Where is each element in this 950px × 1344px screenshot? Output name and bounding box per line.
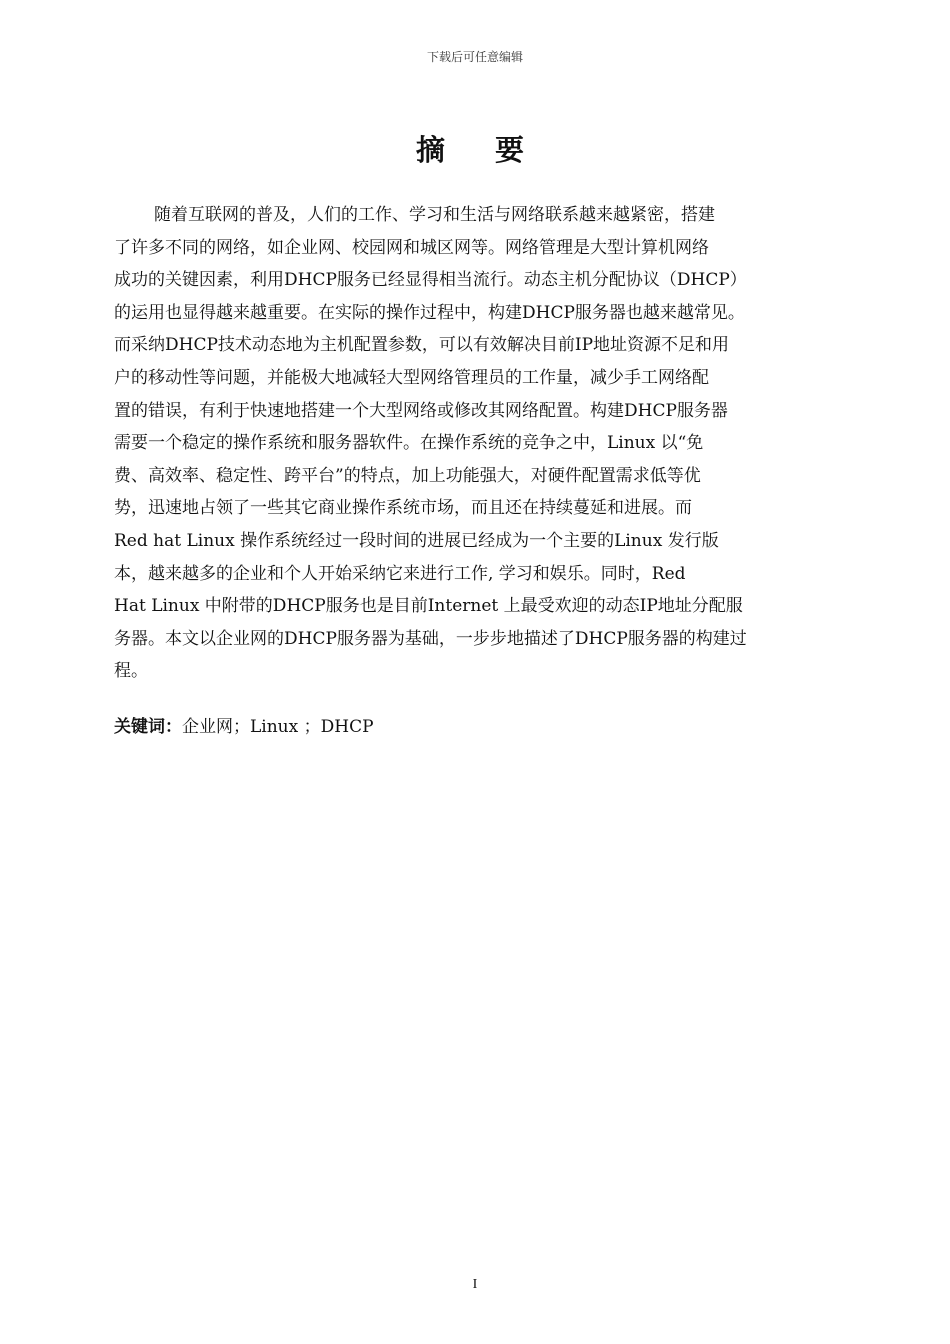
keywords-value: 企业网；Linux ；DHCP [182,717,374,737]
abstract-line: Hat Linux 中附带的DHCP服务也是目前Internet 上最受欢迎的动态IP地址分配服 [114,596,743,617]
abstract-line: 户的移动性等问题，并能极大地减轻大型网络管理员的工作量，减少手工网络配 [114,367,709,388]
abstract-line: 需要一个稳定的操作系统和服务器软件。在操作系统的竞争之中，Linux 以“免 [114,433,704,454]
abstract-line: 本，越来越多的企业和个人开始采纳它来进行工作, 学习和娱乐。同时，Red [114,563,686,584]
abstract-line: 置的错误，有利于快速地搭建一个大型网络或修改其网络配置。构建DHCP服务器 [114,400,728,421]
abstract-line: 的运用也显得越来越重要。在实际的操作过程中，构建DHCP服务器也越来越常见。 [114,302,745,323]
keywords [114,712,374,742]
keywords-label: 关键词： [114,717,182,737]
abstract-line: Red hat Linux 操作系统经过一段时间的进展已经成为一个主要的Linux 发行版 [114,530,719,551]
abstract-line: 费、高效率、稳定性、跨平台”的特点，加上功能强大，对硬件配置需求低等优 [114,465,701,486]
abstract-line: 成功的关键因素，利用DHCP服务已经显得相当流行。动态主机分配协议（DHCP） [114,270,747,291]
abstract-line: 势，迅速地占领了一些其它商业操作系统市场，而且还在持续蔓延和进展。而 [114,498,692,519]
abstract-line: 而采纳DHCP技术动态地为主机配置参数，可以有效解决目前IP地址资源不足和用 [114,335,730,356]
abstract-line: 了许多不同的网络，如企业网、校园网和城区网等。网络管理是大型计算机网络 [114,237,709,258]
page-title: 摘要 [415,133,574,167]
abstract-line: 随着互联网的普及，人们的工作、学习和生活与网络联系越来越紧密，搭建 [154,205,715,225]
header-note: 下载后可任意编辑 [426,50,523,64]
abstract-line: 程。 [114,661,148,682]
abstract-body [114,199,858,688]
abstract-line: 务器。本文以企业网的DHCP服务器为基础，一步步地描述了DHCP服务器的构建过 [114,628,747,649]
page-number: I [472,1277,478,1292]
